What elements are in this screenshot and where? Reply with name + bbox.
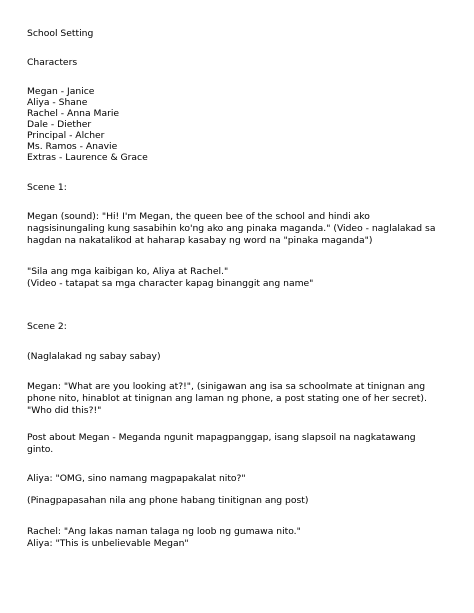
scene-2-megan-line-1: Megan: "What are you looking at?!", (sinigawan ang isa sa schoolmate at tinignan ang <box>27 381 426 392</box>
aliya-final-line: Aliya: "This is unbelievable Megan" <box>27 538 189 549</box>
scene-1-megan-line-1: Megan (sound): "Hi! I'm Megan, the queen bee of the school and hindi ako <box>27 211 370 222</box>
setting-label: School Setting <box>27 28 94 39</box>
cast-item-extras: Extras - Laurence & Grace <box>27 152 148 163</box>
post-about-megan-line-2: ginto. <box>27 444 54 455</box>
scene-2-direction: (Naglalakad ng sabay sabay) <box>27 351 161 362</box>
scene-1-megan-line-3: hagdan na nakatalikod at haharap kasabay ng word na "pinaka maganda") <box>27 235 373 246</box>
cast-item-megan: Megan - Janice <box>27 86 95 97</box>
cast-item-aliya: Aliya - Shane <box>27 97 88 108</box>
scene-1-friends-line-1: "Sila ang mga kaibigan ko, Aliya at Rachel." <box>27 266 229 277</box>
rachel-line: Rachel: "Ang lakas naman talaga ng loob ng gumawa nito." <box>27 526 301 537</box>
scene-1-megan-line-2: nagsisinungaling kung sasabihin ko'ng ako ang pinaka maganda." (Video - naglalakad sa <box>27 223 436 234</box>
scene-2-megan-line-3: "Who did this?!" <box>27 405 102 416</box>
cast-item-principal: Principal - Alcher <box>27 130 105 141</box>
cast-item-ms-ramos: Ms. Ramos - Anavie <box>27 141 118 152</box>
post-about-megan-line-1: Post about Megan - Meganda ngunit mapagpanggap, isang slapsoil na nagkatawang <box>27 432 416 443</box>
scene-2-megan-line-2: phone nito, hinablot at tinignan ang laman ng phone, a post stating one of her secret). <box>27 393 427 404</box>
scene-2-heading: Scene 2: <box>27 321 67 332</box>
characters-heading: Characters <box>27 57 78 68</box>
cast-item-rachel: Rachel - Anna Marie <box>27 108 120 119</box>
scene-1-friends-line-2: (Video - tatapat sa mga character kapag binanggit ang name" <box>27 278 314 289</box>
pass-phone-direction: (Pinagpapasahan nila ang phone habang tinitignan ang post) <box>27 495 309 506</box>
cast-item-dale: Dale - Diether <box>27 119 92 130</box>
scene-1-heading: Scene 1: <box>27 182 67 193</box>
aliya-line: Aliya: "OMG, sino namang magpapakalat nito?" <box>27 473 246 484</box>
